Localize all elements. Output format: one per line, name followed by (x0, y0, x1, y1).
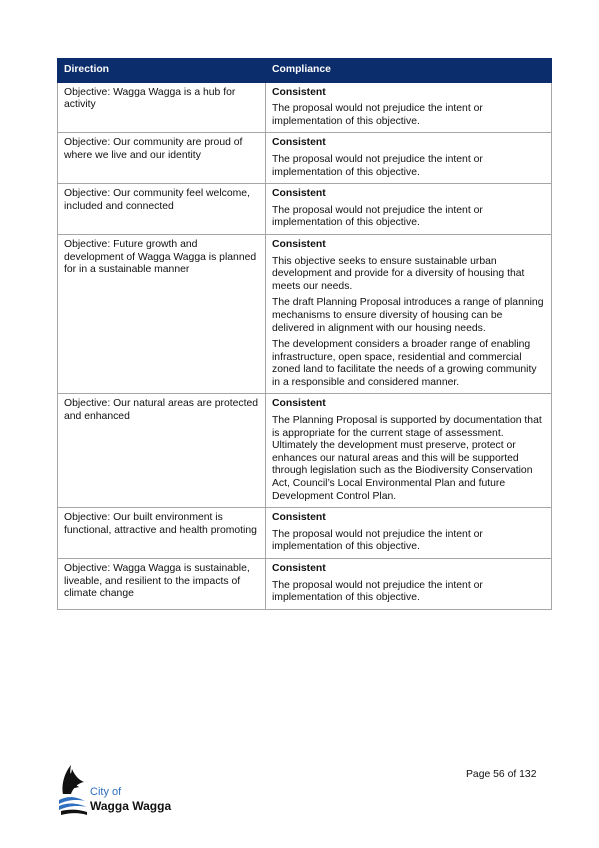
crow-wave-logo-icon (57, 760, 91, 816)
direction-cell: Objective: Our built environment is functional, attractive and health promoting (58, 508, 266, 559)
compliance-text: The development considers a broader range of enabling infrastructure, open space, residential and commercial zoned land to facilitate the needs of a growing community in a responsible and considered manner. (272, 339, 537, 388)
table-row (58, 82, 552, 133)
compliance-cell (266, 559, 552, 610)
table-header-row (58, 59, 552, 83)
table-row (58, 508, 552, 559)
compliance-text: The proposal would not prejudice the intent or implementation of this objective. (272, 204, 483, 229)
table-row (58, 559, 552, 610)
direction-cell: Objective: Future growth and development of Wagga Wagga is planned for in a sustainable manner (58, 234, 266, 394)
city-logo (57, 760, 177, 816)
status-label: Consistent (272, 563, 326, 574)
compliance-cell (266, 82, 552, 133)
compliance-cell (266, 394, 552, 508)
header-direction: Direction (58, 59, 266, 83)
table-row (58, 394, 552, 508)
table-row (58, 133, 552, 184)
compliance-cell (266, 184, 552, 235)
compliance-text: The proposal would not prejudice the intent or implementation of this objective. (272, 528, 483, 553)
compliance-text: The proposal would not prejudice the intent or implementation of this objective. (272, 103, 483, 127)
compliance-text: This objective seeks to ensure sustainable urban development and provide for a diversity of housing that meets our needs. (272, 255, 525, 292)
compliance-cell (266, 508, 552, 559)
compliance-text: The proposal would not prejudice the intent or implementation of this objective. (272, 579, 483, 604)
direction-cell: Objective: Our natural areas are protected and enhanced (58, 394, 266, 508)
status-label: Consistent (272, 398, 326, 410)
status-label: Consistent (272, 238, 326, 250)
compliance-text: The proposal would not prejudice the intent or implementation of this objective. (272, 153, 483, 178)
status-label: Consistent (272, 137, 326, 149)
direction-cell: Objective: Our community are proud of where we live and our identity (58, 133, 266, 184)
header-compliance: Compliance (266, 59, 552, 83)
table-row (58, 234, 552, 394)
page-number: Page 56 of 132 (466, 769, 537, 780)
compliance-table (57, 58, 552, 610)
table-row (58, 184, 552, 235)
status-label: Consistent (272, 512, 326, 524)
compliance-text: The draft Planning Proposal introduces a range of planning mechanisms to ensure diversity of housing can be delivered in alignment with our housing needs. (272, 297, 544, 334)
compliance-cell (266, 234, 552, 394)
logo-line-city-of: City of (90, 786, 122, 798)
status-label: Consistent (272, 86, 326, 98)
direction-cell: Objective: Our community feel welcome, included and connected (58, 184, 266, 235)
compliance-cell (266, 133, 552, 184)
direction-cell: Objective: Wagga Wagga is a hub for activity (58, 82, 266, 133)
status-label: Consistent (272, 188, 326, 200)
direction-cell: Objective: Wagga Wagga is sustainable, liveable, and resilient to the impacts of climate change (58, 559, 266, 610)
logo-line-wagga-wagga: Wagga Wagga (90, 799, 172, 813)
compliance-text: The Planning Proposal is supported by documentation that is appropriate for the current stage of assessment. Ultimately the development must preserve, protect or enhances our natural areas and this will be supported through legislation such as the Biodiversity Conservation Act, Council’s Local Environmental Plan and future Development Control Plan. (272, 415, 542, 502)
